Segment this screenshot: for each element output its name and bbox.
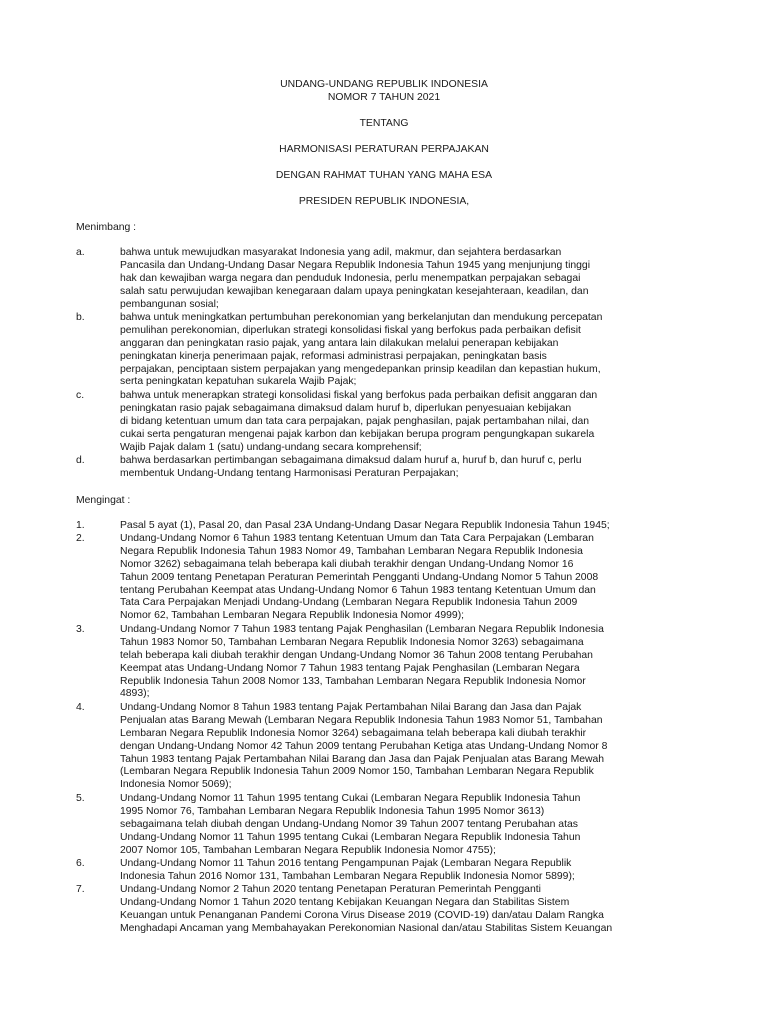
mengingat-item-line: (Lembaran Negara Republik Indonesia Tahun 2009 Nomor 150, Tambahan Lembaran Negara Republik <box>120 766 594 778</box>
mengingat-item-line: sebagaimana telah diubah dengan Undang-Undang Nomor 39 Tahun 2007 tentang Perubahan atas <box>120 818 578 830</box>
menimbang-item-line: peningkatan rasio pajak sebagaimana dimaksud dalam huruf b, diperlukan penyesuaian kebijakan <box>120 402 572 414</box>
menimbang-item-text <box>120 247 720 311</box>
mengingat-item-line: 2007 Nomor 105, Tambahan Lembaran Negara Republik Indonesia Nomor 4755); <box>120 844 496 856</box>
menimbang-heading: Menimbang : <box>76 222 137 233</box>
mengingat-item-line: Negara Republik Indonesia Tahun 1983 Nomor 49, Tambahan Lembaran Negara Republik Indonesia <box>120 545 583 557</box>
menimbang-item-marker: c. <box>76 390 85 401</box>
mengingat-item-line: Indonesia Nomor 5069); <box>120 779 232 791</box>
mengingat-item-text <box>120 793 720 857</box>
mengingat-heading: Mengingat : <box>76 495 131 506</box>
menimbang-item-line: anggaran dan peningkatan rasio pajak, yang antara lain dilakukan melalui penerapan kebijakan <box>120 337 559 349</box>
mengingat-item-line: Undang-Undang Nomor 11 Tahun 1995 tentang Cukai (Lembaran Negara Republik Indonesia Tahun <box>120 793 581 804</box>
menimbang-item-line: peningkatan kinerja penerimaan pajak, reformasi administrasi perpajakan, peningkatan basis <box>120 350 547 362</box>
mengingat-item-line: Undang-Undang Nomor 6 Tahun 1983 tentang Ketentuan Umum dan Tata Cara Perpajakan (Lembaran <box>120 533 594 544</box>
law-subject: HARMONISASI PERATURAN PERPAJAKAN <box>279 144 489 155</box>
menimbang-item-marker: b. <box>76 312 85 323</box>
menimbang-item-text <box>120 312 720 389</box>
invocation: DENGAN RAHMAT TUHAN YANG MAHA ESA <box>275 170 493 181</box>
mengingat-item-line: Keempat atas Undang-Undang Nomor 7 Tahun 1983 tentang Pajak Penghasilan (Lembaran Negara <box>120 662 580 674</box>
mengingat-item-line: Menghadapi Ancaman yang Membahayakan Perekonomian Nasional dan/atau Stabilitas Sistem Keuangan <box>120 922 613 934</box>
mengingat-item-line: Undang-Undang Nomor 11 Tahun 1995 tentang Cukai (Lembaran Negara Republik Indonesia Tahun <box>120 831 581 843</box>
mengingat-item-marker: 7. <box>76 884 85 895</box>
mengingat-item-line: Tahun 2009 tentang Penetapan Peraturan Pemerintah Pengganti Undang-Undang Nomor 5 Tahun 2008 <box>120 571 599 583</box>
menimbang-item-marker: d. <box>76 455 85 466</box>
mengingat-item-line: Lembaran Negara Republik Indonesia Nomor 3264) sebagaimana telah beberapa kali diubah terakhir <box>120 727 587 739</box>
mengingat-item-line: Nomor 3262) sebagaimana telah beberapa kali diubah terakhir dengan Undang-Undang Nomor 16 <box>120 558 574 570</box>
menimbang-item-line: bahwa untuk mewujudkan masyarakat Indonesia yang adil, makmur, dan sejahtera berdasarkan <box>120 247 562 258</box>
law-title-line2: NOMOR 7 TAHUN 2021 <box>327 92 441 103</box>
mengingat-item-line: Undang-Undang Nomor 7 Tahun 1983 tentang Pajak Penghasilan (Lembaran Negara Republik Indonesia <box>120 624 604 635</box>
mengingat-item-marker: 2. <box>76 533 85 544</box>
mengingat-item-line: Undang-Undang Nomor 11 Tahun 2016 tentang Pengampunan Pajak (Lembaran Negara Republik <box>120 858 572 869</box>
menimbang-item-marker: a. <box>76 247 85 258</box>
tentang-heading: TENTANG <box>359 118 409 129</box>
menimbang-item-line: pembangunan sosial; <box>120 298 219 310</box>
mengingat-item-text <box>120 520 720 533</box>
menimbang-item-line: Pancasila dan Undang-Undang Dasar Negara Republik Indonesia Tahun 1945 yang menjunjung tinggi <box>120 259 591 271</box>
menimbang-item-line: cukai serta pengaturan mengenai pajak karbon dan kebijakan berupa program pengungkapan sukarela <box>120 428 595 440</box>
menimbang-item-line: bahwa untuk meningkatkan pertumbuhan perekonomian yang berkelanjutan dan mendukung percepatan <box>120 312 603 323</box>
mengingat-item-marker: 1. <box>76 520 85 531</box>
mengingat-item-line: dengan Undang-Undang Nomor 42 Tahun 2009 tentang Perubahan Ketiga atas Undang-Undang Nomor 8 <box>120 740 608 752</box>
menimbang-item-line: Wajib Pajak dalam 1 (satu) undang-undang secara komprehensif; <box>120 441 422 453</box>
menimbang-item-line: bahwa untuk menerapkan strategi konsolidasi fiskal yang berfokus pada perbaikan defisit anggaran dan <box>120 390 598 401</box>
law-title-line1: UNDANG-UNDANG REPUBLIK INDONESIA <box>280 79 488 90</box>
mengingat-item-marker: 3. <box>76 624 85 635</box>
mengingat-item-line: Indonesia Tahun 2016 Nomor 131, Tambahan Lembaran Negara Republik Indonesia Nomor 5899); <box>120 870 575 882</box>
mengingat-item-line: telah beberapa kali diubah terakhir dengan Undang-Undang Nomor 36 Tahun 2008 tentang Perubahan <box>120 649 593 661</box>
mengingat-item-line: Tata Cara Perpajakan Menjadi Undang-Undang (Lembaran Negara Republik Indonesia Tahun 2009 <box>120 597 578 609</box>
mengingat-item-line: Pasal 5 ayat (1), Pasal 20, dan Pasal 23A Undang-Undang Dasar Negara Republik Indonesia Tahun 1945; <box>120 520 610 531</box>
mengingat-item-line: Tahun 1983 tentang Pajak Pertambahan Nilai Barang dan Jasa dan Pajak Penjualan atas Barang Mewah <box>120 753 605 765</box>
mengingat-item-line: tentang Perubahan Keempat atas Undang-Undang Nomor 6 Tahun 1983 tentang Ketentuan Umum dan <box>120 584 596 596</box>
menimbang-item-line: pemulihan perekonomian, diperlukan strategi konsolidasi fiskal yang berfokus pada perbaikan defisit <box>120 324 581 336</box>
menimbang-item-line: perpajakan, penciptaan sistem perpajakan yang mengedepankan prinsip keadilan dan kepastian hukum, <box>120 363 601 375</box>
mengingat-item-line: 4893); <box>120 688 150 700</box>
menimbang-item-text <box>120 390 720 454</box>
menimbang-item-line: membentuk Undang-Undang tentang Harmonisasi Peraturan Perpajakan; <box>120 467 459 479</box>
mengingat-item-text <box>120 533 720 623</box>
mengingat-item-marker: 6. <box>76 858 85 869</box>
mengingat-item-marker: 4. <box>76 702 85 713</box>
mengingat-item-line: Nomor 62, Tambahan Lembaran Negara Republik Indonesia Nomor 4999); <box>120 610 465 622</box>
menimbang-item-text <box>120 455 720 481</box>
mengingat-item-text <box>120 624 720 701</box>
mengingat-item-text <box>120 858 720 884</box>
mengingat-item-line: Penjualan atas Barang Mewah (Lembaran Negara Republik Indonesia Tahun 1983 Nomor 51, Tambahan <box>120 714 603 726</box>
mengingat-item-text <box>120 884 720 936</box>
mengingat-item-line: 1995 Nomor 76, Tambahan Lembaran Negara Republik Indonesia Tahun 1995 Nomor 3613) <box>120 805 545 817</box>
menimbang-item-line: hak dan kewajiban warga negara dan penduduk Indonesia, perlu menempatkan perpajakan sebagai <box>120 272 581 284</box>
menimbang-item-line: salah satu perwujudan kewajiban kenegaraan dalam upaya peningkatan kesejahteraan, keadilan, dan <box>120 285 589 297</box>
menimbang-item-line: di bidang ketentuan umum dan tata cara perpajakan, pajak penghasilan, pajak pertambahan nilai, dan <box>120 415 590 427</box>
president-heading: PRESIDEN REPUBLIK INDONESIA, <box>298 196 470 207</box>
mengingat-item-text <box>120 702 720 792</box>
mengingat-item-line: Undang-Undang Nomor 1 Tahun 2020 tentang Kebijakan Keuangan Negara dan Stabilitas Sistem <box>120 896 570 908</box>
menimbang-item-line: serta peningkatan kepatuhan sukarela Wajib Pajak; <box>120 376 357 388</box>
menimbang-item-line: bahwa berdasarkan pertimbangan sebagaimana dimaksud dalam huruf a, huruf b, dan huruf c, perlu <box>120 455 582 466</box>
mengingat-item-line: Tahun 1983 Nomor 50, Tambahan Lembaran Negara Republik Indonesia Nomor 3263) sebagaimana <box>120 636 584 648</box>
mengingat-item-marker: 5. <box>76 793 85 804</box>
mengingat-item-line: Keuangan untuk Penanganan Pandemi Corona Virus Disease 2019 (COVID-19) dan/atau Dalam Rangka <box>120 909 604 921</box>
mengingat-item-line: Undang-Undang Nomor 2 Tahun 2020 tentang Penetapan Peraturan Pemerintah Pengganti <box>120 884 541 895</box>
mengingat-item-line: Undang-Undang Nomor 8 Tahun 1983 tentang Pajak Pertambahan Nilai Barang dan Jasa dan Pajak <box>120 702 582 713</box>
mengingat-item-line: Republik Indonesia Tahun 2008 Nomor 133, Tambahan Lembaran Negara Republik Indonesia Nomor <box>120 675 586 687</box>
